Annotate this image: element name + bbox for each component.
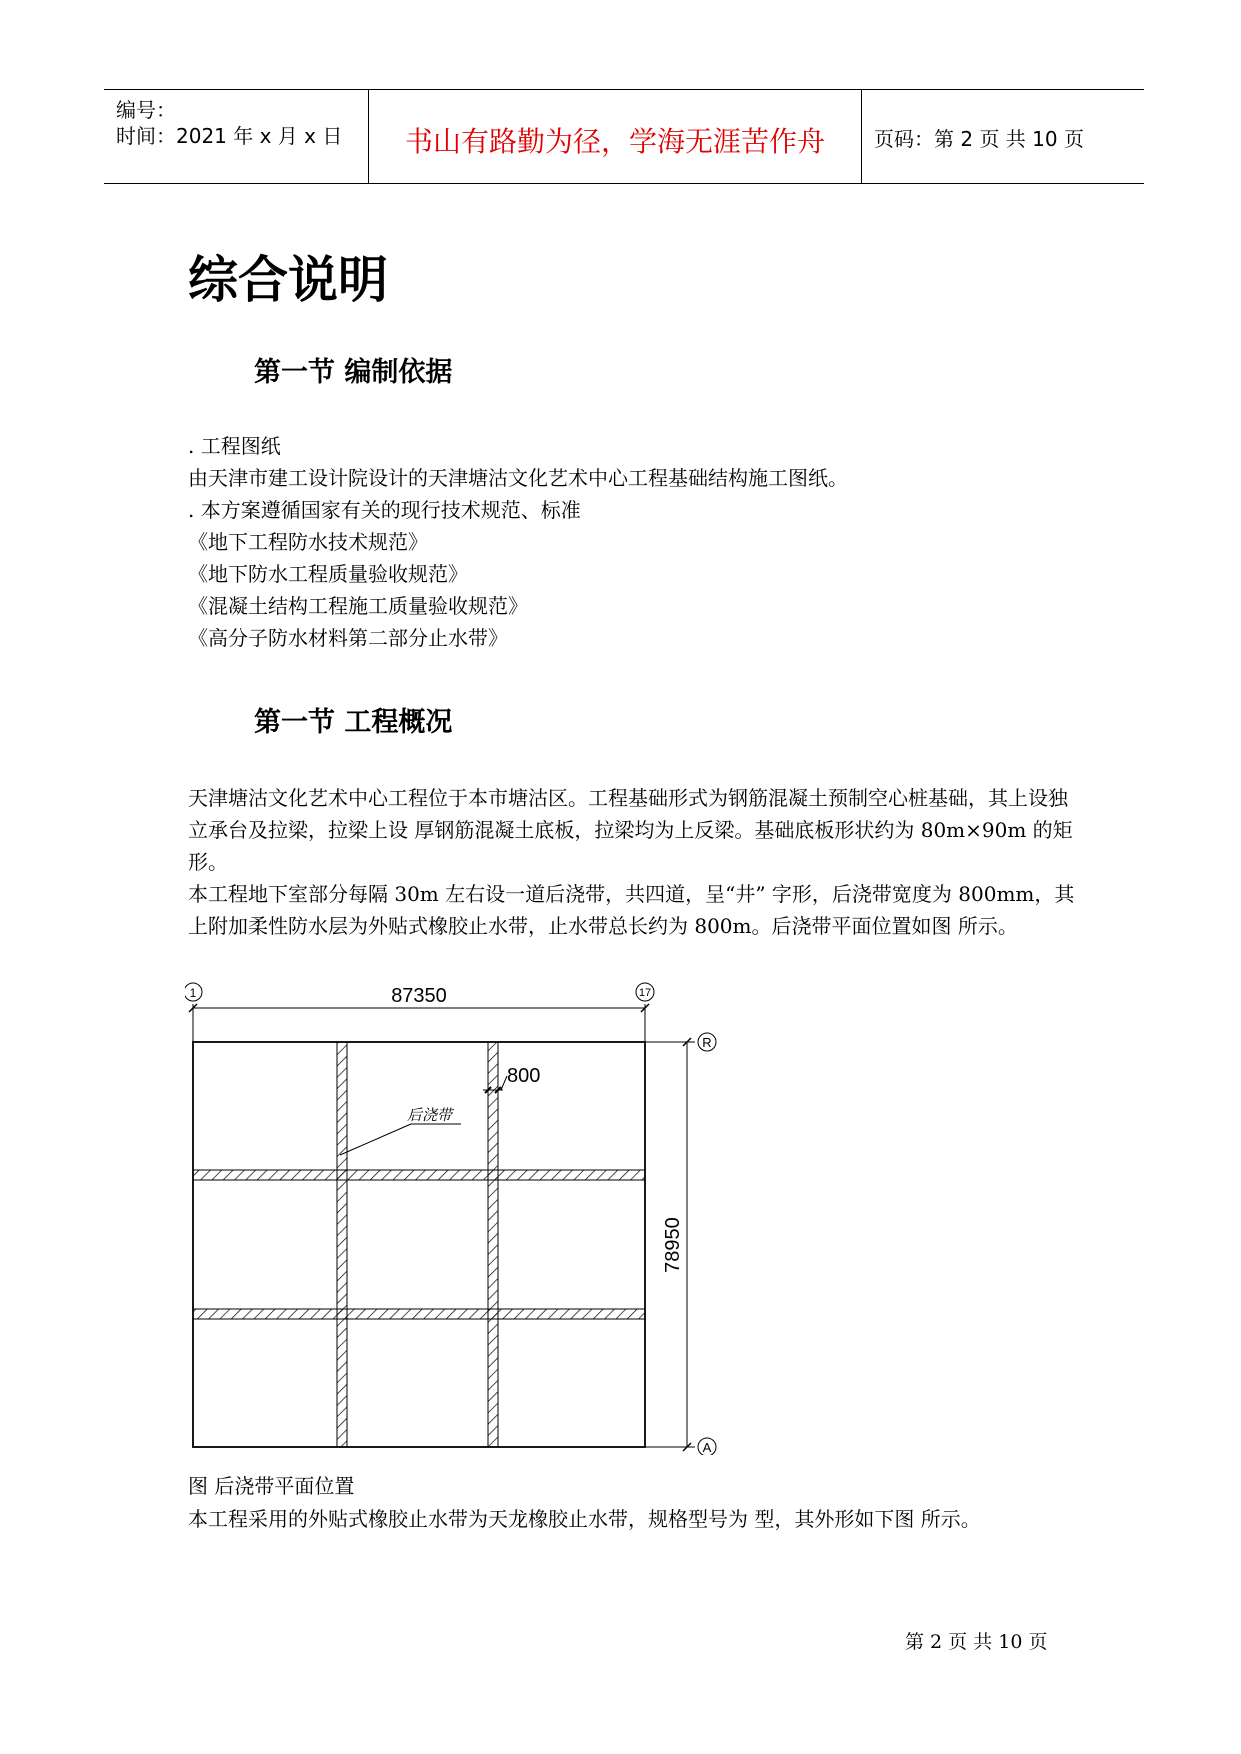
- basis-line-2: 由天津市建工设计院设计的天津塘沽文化艺术中心工程基础结构施工图纸。: [188, 466, 848, 490]
- page-header: [104, 89, 1144, 184]
- axis-label-A: A: [702, 1440, 712, 1455]
- slab-outline: [193, 1042, 645, 1447]
- basis-line-1: . 工程图纸: [188, 434, 281, 458]
- band-horizontal-1: [193, 1170, 645, 1180]
- post-pour-band-plan: [185, 980, 745, 1455]
- axis-label-17: 17: [638, 987, 652, 999]
- basis-line-3: . 本方案遵循国家有关的现行技术规范、标准: [188, 498, 581, 522]
- overview-paragraph-2: 本工程地下室部分每隔 30m 左右设一道后浇带，共四道，呈“井” 字形，后浇带宽度为 800mm，其上附加柔性防水层为外贴式橡胶止水带，止水带总长约为 800m。后浇带平面位置如图 所示。: [188, 882, 1075, 938]
- band-label-leader: [340, 1124, 411, 1155]
- header-meta: [104, 90, 369, 183]
- basis-line-7: 《高分子防水材料第二部分止水带》: [188, 626, 508, 650]
- band-label: 后浇带: [407, 1106, 453, 1124]
- axis-label-1: 1: [189, 986, 197, 1000]
- header-page-cell: [862, 90, 1144, 183]
- band-width-label: 800: [507, 1065, 541, 1087]
- band-vertical-1: [337, 1042, 347, 1447]
- figure-caption: 图 后浇带平面位置: [188, 1474, 355, 1498]
- axis-label-R: R: [702, 1035, 712, 1050]
- band-horizontal-2: [193, 1309, 645, 1319]
- width-dimension-label: 87350: [391, 985, 447, 1007]
- header-motto: 书山有路勤为径，学海无涯苦作舟: [404, 125, 825, 158]
- height-dimension-label: 78950: [662, 1217, 684, 1273]
- basis-line-4: 《地下工程防水技术规范》: [188, 530, 428, 554]
- basis-line-5: 《地下防水工程质量验收规范》: [188, 562, 468, 586]
- document-title: 综合说明: [188, 251, 388, 309]
- overview-paragraph-1: 天津塘沽文化艺术中心工程位于本市塘沽区。工程基础形式为钢筋混凝土预制空心桩基础，其上设独立承台及拉梁，拉梁上设 厚钢筋混凝土底板，拉梁均为上反梁。基础底板形状约为 80m×90m 的矩形。: [188, 786, 1073, 874]
- serial-label: 编号：: [116, 98, 176, 122]
- band-vertical-2: [488, 1042, 498, 1447]
- header-motto-cell: [369, 90, 862, 183]
- section-heading-basis: 第一节 编制依据: [254, 357, 453, 388]
- header-page-code: 页码：第 2 页 共 10 页: [874, 127, 1084, 151]
- after-figure-text: 本工程采用的外贴式橡胶止水带为天龙橡胶止水带，规格型号为 型，其外形如下图 所示。: [188, 1507, 981, 1531]
- time-label: 时间：2021 年 x 月 x 日: [116, 124, 343, 148]
- page-footer: 第 2 页 共 10 页: [905, 1631, 1048, 1653]
- section-heading-overview: 第一节 工程概况: [254, 707, 453, 738]
- basis-line-6: 《混凝土结构工程施工质量验收规范》: [188, 594, 528, 618]
